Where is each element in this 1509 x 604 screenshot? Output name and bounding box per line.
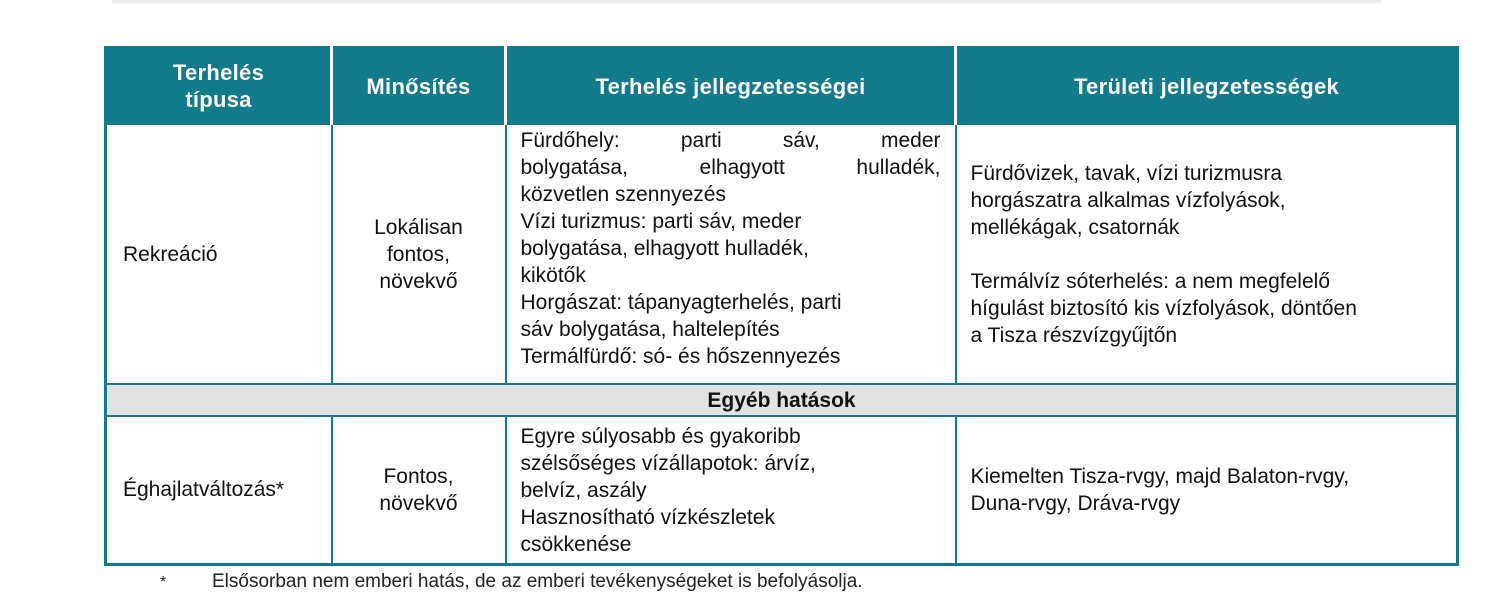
load-type-table xyxy=(104,46,1459,566)
header-regional-features: Területi jellegzetességek xyxy=(956,48,1458,125)
row-recreation-features: Fürdőhely: parti sáv, meder bolygatása, elhagyott hulladék, közvetlen szennyezés Vízi turizmus: parti sáv, meder bolygatása, elhagyott hulladék, kikötők Horgászat: tápanyagterhelés, parti sáv bolygatása, haltelepítés Termálfürdő: só- és hőszennyezés xyxy=(506,124,956,384)
table-header-row xyxy=(106,48,1458,125)
row-climate-type: Éghajlatváltozás* xyxy=(106,416,332,564)
section-row xyxy=(106,384,1458,416)
row-climate-regions: Kiemelten Tisza-rvgy, majd Balaton-rvgy, Duna-rvgy, Dráva-rvgy xyxy=(956,416,1458,564)
row-climate-rating: Fontos, növekvő xyxy=(332,416,506,564)
row-recreation-type: Rekreáció xyxy=(106,124,332,384)
row-climate-features: Egyre súlyosabb és gyakoribb szélsőséges vízállapotok: árvíz, belvíz, aszály Hasznosítható vízkészletek csökkenése xyxy=(506,416,956,564)
section-title-other-effects: Egyéb hatások xyxy=(106,384,1458,416)
header-load-type: Terhelés típusa xyxy=(106,48,332,125)
footnote xyxy=(160,571,863,593)
row-recreation-rating: Lokálisan fontos, növekvő xyxy=(332,124,506,384)
table-row xyxy=(106,416,1458,564)
header-rating: Minősítés xyxy=(332,48,506,125)
top-divider xyxy=(112,0,1382,4)
footnote-mark: * xyxy=(160,574,167,591)
table-row xyxy=(106,124,1458,384)
header-load-features: Terhelés jellegzetességei xyxy=(506,48,956,125)
row-recreation-regions: Fürdővizek, tavak, vízi turizmusra horgászatra alkalmas vízfolyások, mellékágak, csatornák Termálvíz sóterhelés: a nem megfelelő hígulást biztosító kis vízfolyások, döntően a Tisza részvízgyűjtőn xyxy=(956,124,1458,384)
footnote-text: Elsősorban nem emberi hatás, de az emberi tevékenységeket is befolyásolja. xyxy=(212,571,863,592)
